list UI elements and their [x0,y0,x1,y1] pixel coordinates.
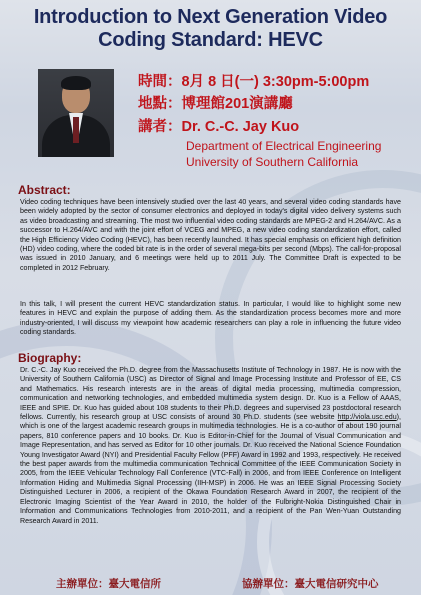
place-value: 博理館201演講廳 [181,96,293,112]
title-line-2: Coding Standard: HEVC [98,29,323,51]
biography-text-end: ), which is one of the largest academic research groups in multimedia technologies. He is a co-author of about 190 journal papers, 810 conference papers and 10 books. Dr. Kuo is Editor-in-Chief for the Journal of Visual Communication and Image Representation, and has served as Editor for 10 other journals. Dr. Kuo received the National Science Foundation Young Investigator Award (NYI) and Presidential Faculty Fellow (PFF) Award in 1992 and 1993, respectively. He received the best paper awards from the multimedia communication Technical Committee of the IEEE Communication Society in 2005, from the IEEE Vehicular Technology Fall Conference (VTC-Fall) in 2006, and from IEEE Conference on Intelligent Information Hiding and Multimedia Signal Processing (IIH-MSP) in 2006. He was an IEEE Signal Processing Society Distinguished Lecturer in 2006, a recipient of the Okawa Foundation Research Award in 2007, the recipient of the Electronic Imaging Scientist of the Year Award in 2010, the holder of the Fulbright-Nokia Distinguished Chair in Information and Communications Technologies from 2010-2011, and a recipient of the Pan Wen-Yuan Outstanding Research Award in 2011. [20,413,401,525]
place-row [138,95,293,113]
speaker-photo [38,69,114,157]
abstract-heading: Abstract: [18,183,71,197]
title-line-1: Introduction to Next Generation Video [33,6,388,28]
place-label: 地點： [138,96,182,112]
time-row [138,73,369,91]
biography-paragraph [20,366,401,526]
research-group-link[interactable]: http://viola.usc.edu [337,413,397,422]
host-organizer: 主辦單位：臺大電信所 [56,578,161,590]
abstract-paragraph-2: In this talk, I will present the current HEVC standardization status. In particular, I would like to highlight some new features in HEVC and explain the purpose of adding them. As the standardization process becomes more and more industry-oriented, I will discuss my viewpoint how academic researchers can play a role in influencing the future video coding standards. [20,300,401,337]
speaker-row [138,118,299,136]
cohost-organizer: 協辦單位：臺大電信研究中心 [242,578,379,590]
speaker-university: University of Southern California [186,155,359,169]
biography-heading: Biography: [18,351,82,365]
speaker-department: Department of Electrical Engineering [186,139,382,153]
time-value: 8月 8 日(一) 3:30pm-5:00pm [181,74,370,90]
speaker-label: 講者： [138,119,182,135]
speaker-name: Dr. C.-C. Jay Kuo [181,119,300,135]
abstract-paragraph-1: Video coding techniques have been intensively studied over the last 40 years, and several video coding standards have been widely adopted by the sector of consumer electronics and deployed in today's digital video delivery systems such as video broadcasting and streaming. The most two influential video coding standards are MPEG-2 and H.264/AVC. As a successor to H.264/AVC and with the joint effort of VCEG and MPEG, a new video coding standardization effort, called the High Efficiency Video Coding (HEVC), has been recently launched. It has special emphasis on efficient high definition (HD) video coding, where the coded bit rate is in the order of several mega-bits per second (Mbps). The call-for-proposal was issued in 2010 January, and 6 meetings were held up to 2011 July. The Committee Draft is expected to be completed in 2012 February. [20,198,401,272]
time-label: 時間： [138,74,182,90]
biography-text-start: Dr. C.-C. Jay Kuo received the Ph.D. degree from the Massachusetts Institute of Technology in 1987. He is now with the University of Southern California (USC) as Director of Signal and Image Processing Institute and Professor of EE, CS and Mathematics. His research interests are in the areas of digital media processing, multimedia compression, communication and networking technologies, and embedded multimedia system design. Dr. Kuo is a Fellow of AAAS, IEEE and SPIE. Dr. Kuo has guided about 108 students to their Ph.D. degrees and supervised 23 postdoctoral research fellows. Currently, his research group at USC consists of around 30 Ph.D. students (see website [20,366,401,422]
poster-title [0,6,421,52]
